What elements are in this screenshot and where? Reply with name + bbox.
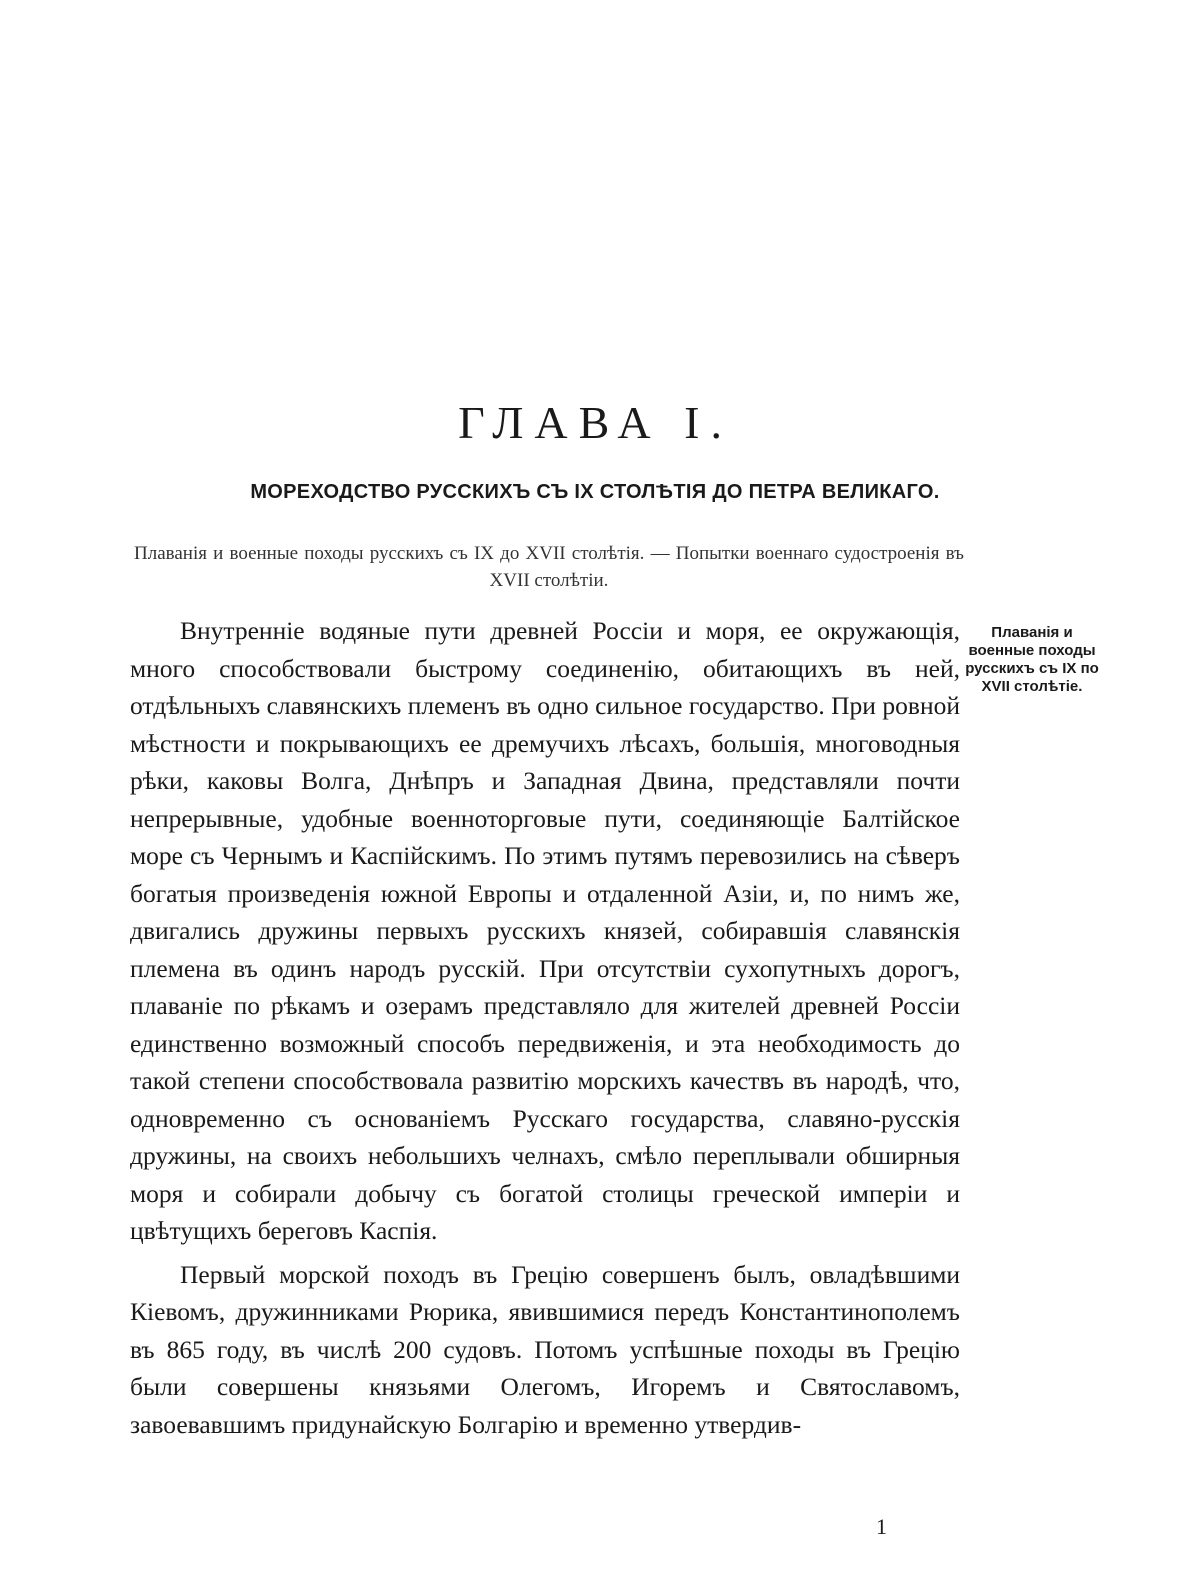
chapter-summary: Плаванія и военные походы русскихъ съ IX до XVII столѣтія. — Попытки военнаго судостроенія въ XVII столѣтіи. xyxy=(134,543,964,591)
margin-note: Плаванія и военные походы русскихъ съ IX по XVII столѣтіе. xyxy=(965,624,1099,695)
page-number: 1 xyxy=(876,1514,887,1539)
paragraph-2: Первый морской походъ въ Грецію совершенъ былъ, овладѣвшими Кіевомъ, дружинниками Рюрика, явившимися передъ Константинополемъ въ 865 году, въ числѣ 200 судовъ. Потомъ успѣшные походы въ Грецію были совершены князьями Олегомъ, Игоремъ и Святославомъ, завоевавшимъ придунайскую Болгарію и временно утвердив- xyxy=(130,1259,960,1439)
chapter-title: ГЛАВА I. xyxy=(458,397,733,448)
chapter-subtitle: МОРЕХОДСТВО РУССКИХЪ СЪ IX СТОЛѢТІЯ ДО ПЕТРА ВЕЛИКАГО. xyxy=(250,481,940,503)
paragraph-1: Внутренніе водяные пути древней Россіи и моря, ее окружающія, много способствовали быстрому соединенію, обитающихъ въ ней, отдѣльныхъ славянскихъ племенъ въ одно сильное государство. При ровной мѣстности и покрывающихъ ее дремучихъ лѣсахъ, большія, многоводныя рѣки, каковы Волга, Днѣпръ и Западная Двина, представляли почти непрерывные, удобные военноторговые пути, соединяющіе Балтійское море съ Чернымъ и Каспійскимъ. По этимъ путямъ перевозились на сѣверъ богатыя произведенія южной Европы и отдаленной Азіи, и, по нимъ же, двигались дружины первыхъ русскихъ князей, собиравшія славянскія племена въ одинъ народъ русскій. При отсутствіи сухопутныхъ дорогъ, плаваніе по рѣкамъ и озерамъ представляло для жителей древней Россіи единственно возможный способъ передвиженія, и эта необходимость до такой степени способствовала развитію морскихъ качествъ въ народѣ, что, одновременно съ основаніемъ Русскаго государства, славяно-русскія дружины, на своихъ небольшихъ челнахъ, смѣло переплывали обширныя моря и собирали добычу съ богатой столицы греческой имперіи и цвѣтущихъ береговъ Каспія. xyxy=(130,616,960,1245)
body-text xyxy=(130,612,960,1449)
